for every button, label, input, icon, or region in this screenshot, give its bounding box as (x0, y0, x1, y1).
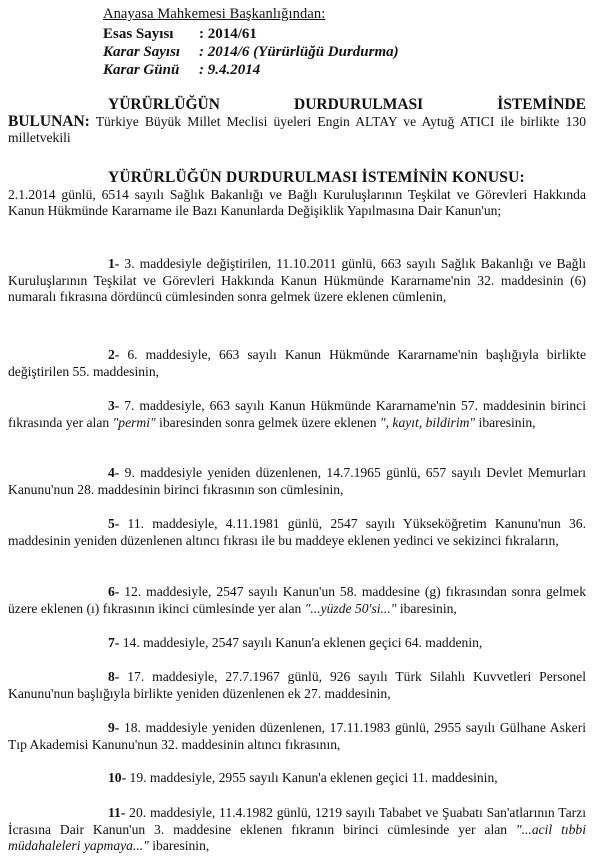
item-text: 7. maddesiyle, 663 sayılı Kanun Hükmünde Kararname'nin 57. maddesinin birinci fıkrasında yer alan (8, 398, 586, 430)
item-text-end: ibaresinin, (396, 600, 457, 616)
esas-label: Esas Sayısı (103, 26, 174, 42)
item-text-end: ibaresinin, (475, 414, 536, 430)
item-number: 8- (108, 669, 120, 684)
karar-gunu-label: Karar Günü (103, 62, 180, 78)
item-text: 12. maddesiyle, 2547 sayılı Kanun'un 58. maddesine (g) fıkrasından sonra gelmek üzere eklenen (ı) fıkrasının ikinci cümlesinde yer alan (8, 584, 586, 616)
subject-intro: 2.1.2014 günlü, 6514 sayılı Sağlık Bakanlığı ve Bağlı Kuruluşlarının Teşkilat ve Görevleri Hakkında Kanun Hükmünde Kararname ile Bazı Kanunlarda Değişiklik Yapılmasına Dair Kanun'un; (8, 186, 586, 219)
list-item (8, 720, 586, 753)
esas-line (103, 25, 257, 43)
item-quote: "permi" (112, 414, 156, 430)
item-quote-2: ", kayıt, bildirim" (379, 414, 476, 430)
list-item (8, 770, 586, 787)
item-number: 11- (108, 805, 126, 820)
list-item (8, 347, 586, 380)
item-text: 6. maddesiyle, 663 sayılı Kanun Hükmünde Kararname'nin başlığıyla birlikte değiştirilen 55. maddesinin, (8, 347, 586, 379)
list-item (8, 465, 586, 498)
heading-word-1: YÜRÜRLÜĞÜN (108, 96, 220, 113)
item-number: 4- (108, 465, 120, 480)
esas-value: : 2014/61 (199, 26, 257, 42)
heading-word-2: DURDURULMASI (294, 96, 424, 113)
item-number: 6- (108, 584, 120, 599)
court-title: Anayasa Mahkemesi Başkanlığından: (103, 6, 326, 22)
item-number: 9- (108, 720, 120, 735)
karar-label: Karar Sayısı (103, 44, 181, 60)
item-text: 18. maddesiyle yeniden düzenlenen, 17.11.1983 günlü, 2955 sayılı Gülhane Askeri Tıp Akademisi Kanunu'nun 32. maddesinin altıncı fıkrasının, (8, 720, 586, 752)
karar-line (103, 43, 399, 61)
subject-heading: YÜRÜRLÜĞÜN DURDURULMASI İSTEMİNİN KONUSU: (108, 169, 525, 186)
item-text: 17. maddesiyle, 27.7.1967 günlü, 926 sayılı Türk Silahlı Kuvvetleri Personel Kanunu'nun başlığıyla birlikte yeniden düzenlenen ek 27. maddesinin, (8, 669, 586, 701)
item-quote: "...acil tıbbi müdahaleleri yapmaya..." (8, 821, 586, 854)
item-quote: "...yüzde 50'si..." (304, 600, 397, 616)
request-heading (8, 97, 586, 147)
karar-value: : 2014/6 (Yürürlüğü Durdurma) (199, 44, 399, 60)
item-text: 19. maddesiyle, 2955 sayılı Kanun'a eklenen geçici 11. maddesinin, (126, 770, 498, 785)
bulunan-label: BULUNAN: (8, 112, 90, 130)
karar-gunu-value: : 9.4.2014 (199, 62, 261, 78)
request-heading-spread (8, 97, 586, 114)
item-text: 3. maddesiyle değiştirilen, 11.10.2011 günlü, 663 sayılı Sağlık Bakanlığı ve Bağlı Kuruluşlarının Teşkilat ve Görevleri Hakkında Kanun Hükmünde Kararname'nin 32. maddesinin (6) numaralı fıkrasına dördüncü cümlesinden sonra gelmek üzere eklenen cümlenin, (8, 256, 586, 305)
item-number: 2- (108, 347, 120, 362)
item-text: 11. maddesiyle, 4.11.1981 günlü, 2547 sayılı Yükseköğretim Kanunu'nun 36. maddesinin yeniden düzenlenen altıncı fıkrası ile bu maddeye eklenen yedinci ve sekizinci fıkraların, (8, 516, 586, 548)
item-text-mid: ibaresinden sonra gelmek üzere eklenen (155, 414, 380, 430)
karar-gunu-line (103, 61, 260, 79)
list-item (8, 669, 586, 702)
list-item (8, 584, 586, 617)
subject-section (8, 170, 586, 220)
list-item (8, 635, 586, 652)
list-item (8, 805, 586, 855)
item-number: 10- (108, 770, 127, 785)
requester-text (8, 114, 586, 147)
item-text: 9. maddesiyle yeniden düzenlenen, 14.7.1965 günlü, 657 sayılı Devlet Memurları Kanunu'nun 28. maddesinin birinci fıkrasının son cümlesinin, (8, 465, 586, 497)
item-text: 14. maddesiyle, 2547 sayılı Kanun'a eklenen geçici 64. maddenin, (119, 635, 483, 650)
item-number: 7- (108, 635, 120, 650)
list-item (8, 516, 586, 549)
heading-word-3: İSTEMİNDE (497, 96, 586, 113)
list-item (8, 256, 586, 306)
item-number: 3- (108, 398, 120, 413)
item-text: 20. maddesiyle, 11.4.1982 günlü, 1219 sayılı Tababet ve Şuabatı San'atlarının Tarzı İcrasına Dair Kanun'un 3. maddesine eklenen fıkranın birinci cümlesinde yer alan (8, 805, 586, 837)
requester-names: Türkiye Büyük Millet Meclisi üyeleri Engin ALTAY ve Aytuğ ATICI ile birlikte 130 milletvekili (8, 113, 586, 146)
item-text-end: ibaresinin, (148, 838, 210, 854)
list-item (8, 398, 586, 431)
item-number: 5- (108, 516, 120, 531)
item-number: 1- (108, 256, 120, 271)
